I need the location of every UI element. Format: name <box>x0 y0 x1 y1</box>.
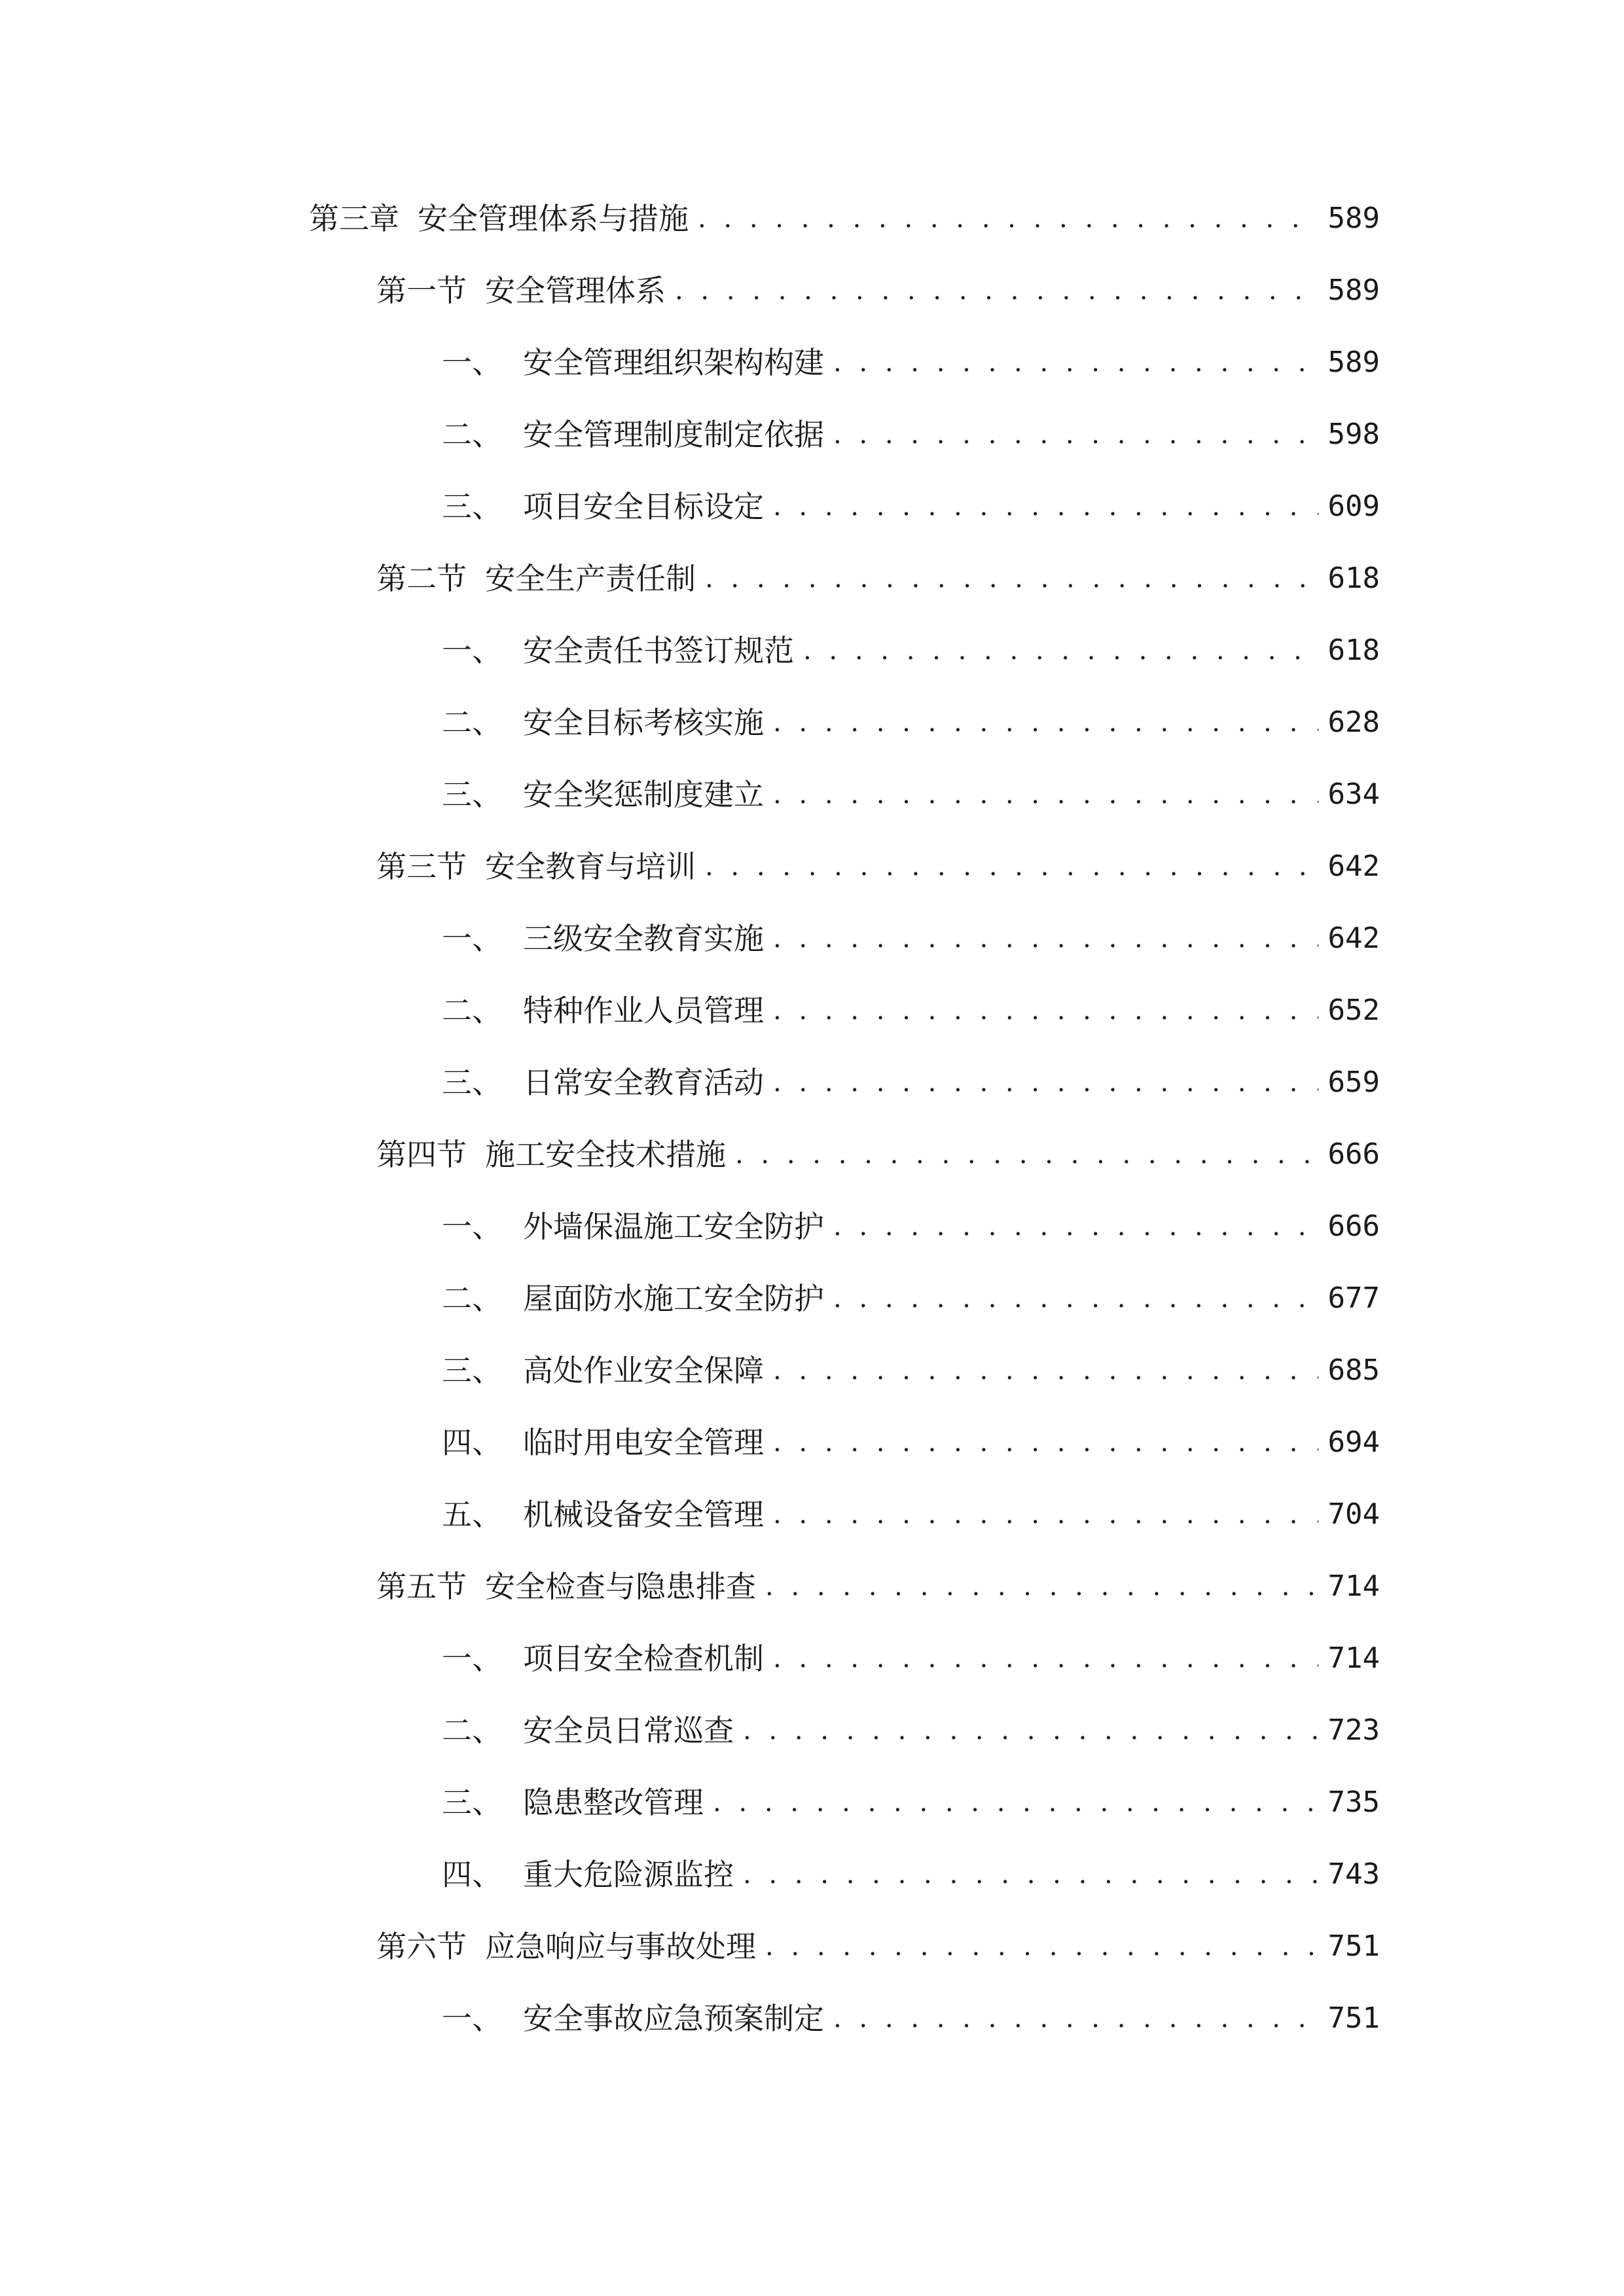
toc-entry-title: 三级安全教育实施 <box>523 921 764 956</box>
toc-entry-prefix: 二、 <box>442 1281 502 1316</box>
toc-entry-title: 项目安全目标设定 <box>523 489 764 524</box>
toc-entry-prefix: 第六节 <box>376 1929 467 1964</box>
toc-entry-prefix: 四、 <box>442 1857 502 1892</box>
dot-leader <box>773 1416 1318 1469</box>
toc-section-6[interactable] <box>376 1920 1380 1973</box>
dot-leader <box>803 624 1318 677</box>
toc-entry-page: 628 <box>1327 706 1380 739</box>
dot-leader <box>773 984 1318 1037</box>
toc-entry-prefix: 二、 <box>442 993 502 1028</box>
dot-leader <box>773 768 1318 821</box>
toc-item[interactable] <box>442 1776 1380 1829</box>
toc-entry-page: 642 <box>1327 850 1380 883</box>
toc-entry-title: 安全责任书签订规范 <box>523 633 794 668</box>
toc-entry-title: 安全生产责任制 <box>485 561 696 596</box>
dot-leader <box>773 1056 1318 1109</box>
toc-entry-title: 安全检查与隐患排查 <box>485 1569 756 1604</box>
toc-entry-page: 751 <box>1327 2001 1380 2035</box>
toc-entry-page: 735 <box>1327 1785 1380 1819</box>
toc-entry-title: 临时用电安全管理 <box>523 1425 764 1460</box>
toc-item[interactable] <box>442 768 1380 821</box>
toc-entry-title: 安全教育与培训 <box>485 849 696 884</box>
dot-leader <box>773 1632 1318 1685</box>
toc-entry-page: 751 <box>1327 1929 1380 1963</box>
toc-entry-prefix: 第二节 <box>376 561 467 596</box>
toc-entry-prefix: 第一节 <box>376 273 467 308</box>
dot-leader <box>765 1920 1318 1973</box>
toc-item[interactable] <box>442 1056 1380 1109</box>
toc-entry-title: 安全管理体系与措施 <box>418 201 689 236</box>
toc-entry-title: 安全奖惩制度建立 <box>523 777 764 812</box>
toc-entry-prefix: 第三节 <box>376 849 467 884</box>
dot-leader <box>735 1128 1318 1181</box>
toc-section-3[interactable] <box>376 840 1380 893</box>
toc-entry-title: 特种作业人员管理 <box>523 993 764 1028</box>
toc-entry-title: 屋面防水施工安全防护 <box>523 1281 824 1316</box>
toc-entry-title: 高处作业安全保障 <box>523 1353 764 1388</box>
toc-item[interactable] <box>442 1848 1380 1901</box>
toc-entry-page: 714 <box>1327 1641 1380 1675</box>
toc-item[interactable] <box>442 408 1380 461</box>
toc-entry-page: 666 <box>1327 1210 1380 1243</box>
toc-item[interactable] <box>442 1272 1380 1325</box>
toc-entry-title: 日常安全教育活动 <box>523 1065 764 1100</box>
toc-entry-page: 677 <box>1327 1282 1380 1315</box>
toc-entry-page: 714 <box>1327 1570 1380 1603</box>
toc-entry-prefix: 第五节 <box>376 1569 467 1604</box>
toc-entry-prefix: 一、 <box>442 2001 502 2036</box>
toc-entry-page: 618 <box>1327 562 1380 595</box>
toc-entry-title: 隐患整改管理 <box>523 1785 704 1820</box>
toc-item[interactable] <box>442 984 1380 1037</box>
dot-leader <box>713 1776 1318 1829</box>
toc-entry-title: 外墙保温施工安全防护 <box>523 1209 824 1244</box>
toc-entry-prefix: 三、 <box>442 1065 502 1100</box>
dot-leader <box>773 1344 1318 1397</box>
toc-item[interactable] <box>442 336 1380 389</box>
toc-entry-title: 安全目标考核实施 <box>523 705 764 740</box>
toc-item[interactable] <box>442 1704 1380 1757</box>
toc-entry-prefix: 一、 <box>442 633 502 668</box>
toc-item[interactable] <box>442 1632 1380 1685</box>
dot-leader <box>705 840 1318 893</box>
toc-entry-prefix: 一、 <box>442 1641 502 1676</box>
toc-entry-page: 685 <box>1327 1354 1380 1387</box>
dot-leader <box>773 912 1318 965</box>
dot-leader <box>743 1704 1318 1757</box>
toc-entry-page: 634 <box>1327 778 1380 811</box>
toc-entry-prefix: 一、 <box>442 1209 502 1244</box>
toc-entry-page: 723 <box>1327 1713 1380 1747</box>
dot-leader <box>675 264 1318 317</box>
toc-section-4[interactable] <box>376 1128 1380 1181</box>
dot-leader <box>705 552 1318 605</box>
toc-item[interactable] <box>442 480 1380 533</box>
toc-entry-page: 743 <box>1327 1857 1380 1891</box>
toc-entry-page: 589 <box>1327 202 1380 235</box>
toc-entry-prefix: 五、 <box>442 1497 502 1532</box>
toc-item[interactable] <box>442 1200 1380 1253</box>
toc-item[interactable] <box>442 696 1380 749</box>
toc-entry-title: 项目安全检查机制 <box>523 1641 764 1676</box>
toc-section-5[interactable] <box>376 1560 1380 1613</box>
dot-leader <box>765 1560 1318 1613</box>
toc-entry-prefix: 一、 <box>442 921 502 956</box>
toc-entry-prefix: 二、 <box>442 1713 502 1748</box>
toc-item[interactable] <box>442 1992 1380 2045</box>
toc-entry-prefix: 三、 <box>442 1353 502 1388</box>
toc-entry-page: 666 <box>1327 1138 1380 1171</box>
toc-entry-title: 应急响应与事故处理 <box>485 1929 756 1964</box>
toc-entry-prefix: 第四节 <box>376 1137 467 1172</box>
toc-section-2[interactable] <box>376 552 1380 605</box>
dot-leader <box>773 1488 1318 1541</box>
toc-item[interactable] <box>442 1344 1380 1397</box>
toc-section-1[interactable] <box>376 264 1380 317</box>
toc-entry-title: 安全管理体系 <box>485 273 666 308</box>
dot-leader <box>773 696 1318 749</box>
toc-entry-title: 安全事故应急预案制定 <box>523 2001 824 2036</box>
dot-leader <box>773 480 1318 533</box>
toc-item[interactable] <box>442 1488 1380 1541</box>
toc-entry-prefix: 第三章 <box>309 201 399 236</box>
dot-leader <box>698 192 1318 245</box>
toc-entry-page: 598 <box>1327 418 1380 451</box>
dot-leader <box>833 336 1318 389</box>
dot-leader <box>743 1848 1318 1901</box>
dot-leader <box>833 1992 1318 2045</box>
toc-entry-page: 609 <box>1327 490 1380 523</box>
toc-entry-title: 安全员日常巡查 <box>523 1713 734 1748</box>
toc-entry-prefix: 二、 <box>442 705 502 740</box>
toc-entry-title: 安全管理组织架构构建 <box>523 345 824 380</box>
toc-entry-prefix: 三、 <box>442 777 502 812</box>
toc-chapter-3[interactable] <box>309 192 1380 245</box>
toc-entry-prefix: 三、 <box>442 489 502 524</box>
toc-item[interactable] <box>442 912 1380 965</box>
toc-entry-title: 施工安全技术措施 <box>485 1137 726 1172</box>
toc-item[interactable] <box>442 1416 1380 1469</box>
toc-entry-page: 694 <box>1327 1426 1380 1459</box>
toc-entry-page: 659 <box>1327 1066 1380 1099</box>
toc-entry-prefix: 一、 <box>442 345 502 380</box>
toc-entry-prefix: 四、 <box>442 1425 502 1460</box>
toc-entry-page: 652 <box>1327 994 1380 1027</box>
toc-entry-title: 机械设备安全管理 <box>523 1497 764 1532</box>
toc-entry-title: 安全管理制度制定依据 <box>523 417 824 452</box>
dot-leader <box>833 408 1318 461</box>
dot-leader <box>833 1200 1318 1253</box>
toc-entry-page: 642 <box>1327 922 1380 955</box>
toc-entry-page: 589 <box>1327 346 1380 379</box>
toc-entry-prefix: 三、 <box>442 1785 502 1820</box>
toc-item[interactable] <box>442 624 1380 677</box>
toc-entry-page: 704 <box>1327 1498 1380 1531</box>
toc-entry-page: 618 <box>1327 634 1380 667</box>
toc-entry-title: 重大危险源监控 <box>523 1857 734 1892</box>
toc-entry-page: 589 <box>1327 274 1380 307</box>
dot-leader <box>833 1272 1318 1325</box>
toc-entry-prefix: 二、 <box>442 417 502 452</box>
